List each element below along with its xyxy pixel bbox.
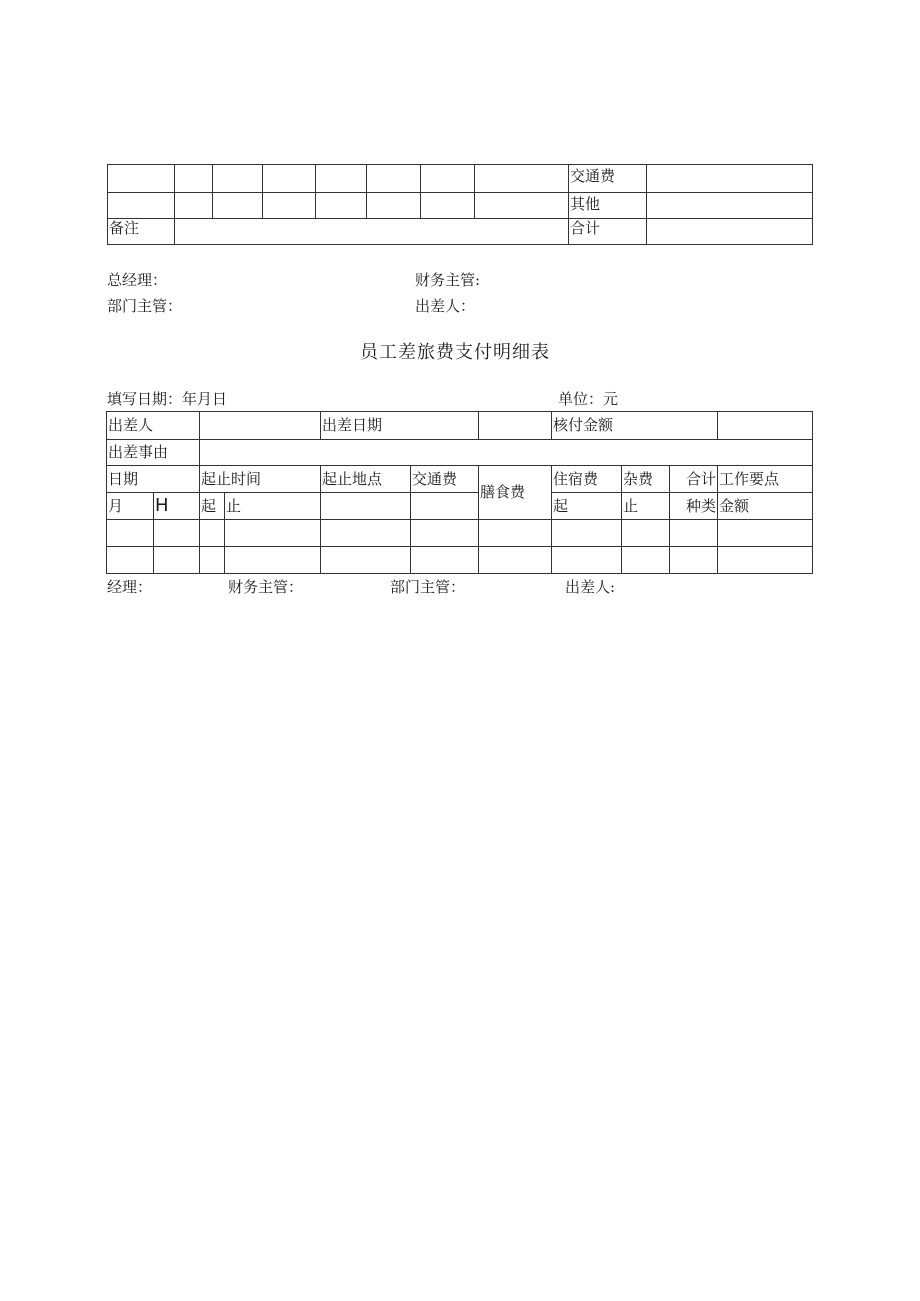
trip-date-label: 出差日期 xyxy=(321,412,479,440)
table-cell[interactable] xyxy=(154,520,200,547)
other-fee-value[interactable] xyxy=(647,193,813,219)
table-cell[interactable] xyxy=(479,520,552,547)
table-cell[interactable] xyxy=(411,520,479,547)
start-subheader: 起 xyxy=(200,493,225,520)
header-row xyxy=(107,466,813,493)
unit-label: 单位：元 xyxy=(558,390,619,408)
summary-cell[interactable] xyxy=(367,193,421,219)
summary-cell[interactable] xyxy=(263,193,316,219)
trip-reason-row xyxy=(107,440,813,466)
table-cell[interactable] xyxy=(622,547,670,574)
trip-reason-label: 出差事由 xyxy=(107,440,200,466)
total-header: 合计 xyxy=(670,466,718,493)
summary-cell[interactable] xyxy=(316,193,367,219)
start-end-place-header: 起止地点 xyxy=(321,466,411,493)
trip-date-value[interactable] xyxy=(479,412,552,440)
lodging-fee-header: 住宿费 xyxy=(552,466,622,493)
month-subheader: 月 xyxy=(107,493,154,520)
summary-cell[interactable] xyxy=(108,193,175,219)
fill-date: 填写日期：年月日 xyxy=(107,390,228,408)
table-cell[interactable] xyxy=(718,520,813,547)
summary-row-remark xyxy=(108,219,813,245)
summary-cell[interactable] xyxy=(421,193,475,219)
general-manager-signature: 总经理： xyxy=(107,271,168,289)
work-points-header: 工作要点 xyxy=(718,466,813,493)
remark-label: 备注 xyxy=(108,219,175,245)
traveler-row xyxy=(107,412,813,440)
traveler-signature: 出差人： xyxy=(415,297,476,315)
table-row xyxy=(107,520,813,547)
end-subheader: 止 xyxy=(225,493,321,520)
category-subheader: 种类 xyxy=(670,493,718,520)
finance-supervisor-signature: 财务主管: xyxy=(415,271,481,289)
transport-subcell[interactable] xyxy=(411,493,479,520)
approved-amount-value[interactable] xyxy=(718,412,813,440)
place-subcell[interactable] xyxy=(321,493,411,520)
table-cell[interactable] xyxy=(718,547,813,574)
summary-cell[interactable] xyxy=(108,165,175,193)
table-cell[interactable] xyxy=(479,547,552,574)
summary-cell[interactable] xyxy=(421,165,475,193)
traveler-label: 出差人 xyxy=(107,412,200,440)
summary-cell[interactable] xyxy=(475,193,569,219)
table-cell[interactable] xyxy=(154,547,200,574)
table-cell[interactable] xyxy=(200,547,225,574)
transport-fee-header: 交通费 xyxy=(411,466,479,493)
meal-fee-header: 膳食费 xyxy=(479,466,552,520)
lodging-end-subheader: 止 xyxy=(622,493,670,520)
table-cell[interactable] xyxy=(552,520,622,547)
amount-subheader: 金额 xyxy=(718,493,813,520)
summary-cell[interactable] xyxy=(213,165,263,193)
traveler-signature-bottom: 出差人: xyxy=(565,578,616,596)
table-row xyxy=(107,547,813,574)
lodging-start-subheader: 起 xyxy=(552,493,622,520)
remark-value[interactable] xyxy=(175,219,569,245)
finance-supervisor-signature-bottom: 财务主管： xyxy=(228,578,304,596)
table-cell[interactable] xyxy=(622,520,670,547)
trip-reason-value[interactable] xyxy=(200,440,813,466)
manager-signature: 经理： xyxy=(107,578,153,596)
summary-cell[interactable] xyxy=(213,193,263,219)
table-cell[interactable] xyxy=(107,520,154,547)
summary-cell[interactable] xyxy=(367,165,421,193)
table-cell[interactable] xyxy=(200,520,225,547)
table-cell[interactable] xyxy=(321,547,411,574)
table-cell[interactable] xyxy=(670,520,718,547)
transport-fee-label: 交通费 xyxy=(569,165,647,193)
summary-cell[interactable] xyxy=(263,165,316,193)
summary-row-transport xyxy=(108,165,813,193)
subheader-row xyxy=(107,493,813,520)
summary-cell[interactable] xyxy=(175,193,213,219)
expense-summary-table xyxy=(107,164,813,245)
transport-fee-value[interactable] xyxy=(647,165,813,193)
form-title: 员工差旅费支付明细表 xyxy=(360,342,550,363)
total-value[interactable] xyxy=(647,219,813,245)
misc-fee-header: 杂费 xyxy=(622,466,670,493)
summary-cell[interactable] xyxy=(316,165,367,193)
start-end-time-header: 起止时间 xyxy=(200,466,321,493)
travel-expense-detail-table xyxy=(106,411,813,574)
table-cell[interactable] xyxy=(225,547,321,574)
table-cell[interactable] xyxy=(411,547,479,574)
table-cell[interactable] xyxy=(321,520,411,547)
department-supervisor-signature: 部门主管： xyxy=(107,297,183,315)
summary-cell[interactable] xyxy=(175,165,213,193)
summary-row-other xyxy=(108,193,813,219)
traveler-value[interactable] xyxy=(200,412,321,440)
approved-amount-label: 核付金额 xyxy=(552,412,718,440)
other-fee-label: 其他 xyxy=(569,193,647,219)
table-cell[interactable] xyxy=(670,547,718,574)
day-subheader: H xyxy=(154,493,200,520)
department-supervisor-signature-bottom: 部门主管： xyxy=(390,578,466,596)
total-label: 合计 xyxy=(569,219,647,245)
summary-cell[interactable] xyxy=(475,165,569,193)
table-cell[interactable] xyxy=(225,520,321,547)
date-header: 日期 xyxy=(107,466,200,493)
table-cell[interactable] xyxy=(107,547,154,574)
table-cell[interactable] xyxy=(552,547,622,574)
